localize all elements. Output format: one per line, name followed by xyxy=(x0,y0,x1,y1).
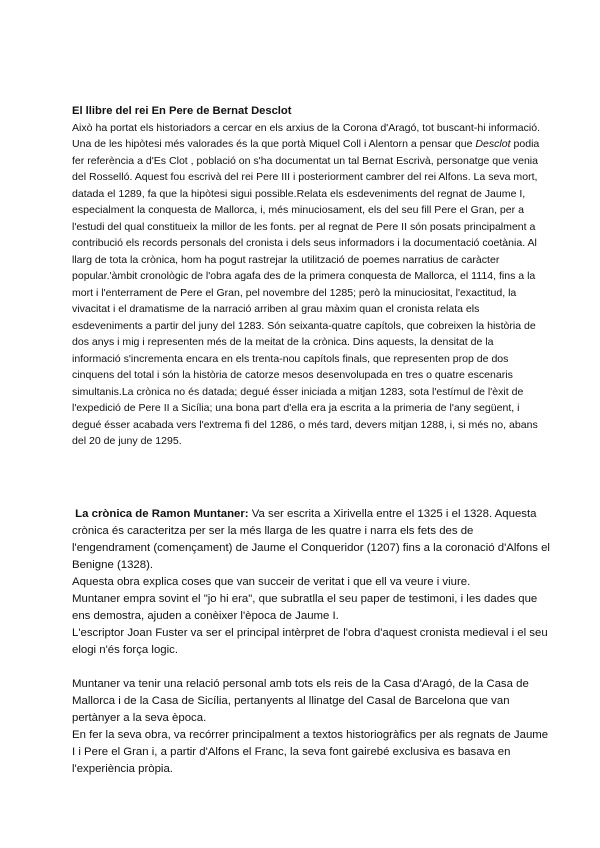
body-text: Això ha portat els historiadors a cercar en els arxius de la Corona d'Aragó, tot buscant-hi informació. Una de les hipòtesi més valorades és la que portà Miquel Coll i Alentorn a pensar que xyxy=(72,121,541,150)
section-title: El llibre del rei En Pere de Bernat Desclot xyxy=(72,105,292,117)
section-body xyxy=(72,120,542,450)
section-title: La crònica de Ramon Muntaner: xyxy=(75,508,249,520)
section-desclot xyxy=(72,103,542,450)
section-muntaner xyxy=(72,506,552,778)
paragraph-spacer xyxy=(72,659,552,676)
paragraph: L'escriptor Joan Fuster va ser el principal intèrpret de l'obra d'aquest cronista medieval i el seu elogi n'és força logic. xyxy=(72,627,548,656)
paragraph: Muntaner empra sovint el "jo hi era", que subratlla el seu paper de testimoni, i les dades que ens demostra, ajuden a conèixer l'època de Jaume I. xyxy=(72,593,538,622)
paragraph: Muntaner va tenir una relació personal amb tots els reis de la Casa d'Aragó, de la Casa de Mallorca i de la Casa de Sicília, pertanyents al llinatge del Casal de Barcelona que van pertànyer a la seva època. xyxy=(72,678,529,724)
paragraph: Aquesta obra explica coses que van succeir de veritat i que ell va veure i viure. xyxy=(72,576,471,588)
body-text: Va ser escrita a Xirivella entre el 1325 i el 1328. Aquesta crònica és caracteritza per ser la més llarga de les quatre i narra els fets des de l'engendrament (començament) de Jaume el Conqueridor (1207) fins a la coronació d'Alfons el Benigne (1328). xyxy=(72,508,550,571)
paragraph: En fer la seva obra, va recórrer principalment a textos historiogràfics per als regnats de Jaume I i Pere el Gran i, a partir d'Alfons el Franc, la seva font gairebé exclusiva es basava en l'experiència pròpia. xyxy=(72,729,549,775)
body-text: podia fer referència a d'Es Clot , població on s'ha documentat un tal Bernat Escrivà, personatge que venia del Rosselló. Aquest fou escrivà del rei Pere III i posteriorment cambrer del rei Alfons. La seva mort, datada el 1289, fa que la hipòtesi sigui possible.Relata els esdeveniments del regnat de Jaume I, especialment la conquesta de Mallorca, i, més minuciosament, els del seu fill Pere el Gran, per a l'estudi del qual constitueix la millor de les fonts. per al regnat de Pere II són posats principalment a contribució els records personals del cronista i dels seus informadors i la documentació coetània. Al llarg de tota la crònica, hom ha pogut rastrejar la utilització de poemes narratius de caràcter popular.'àmbit cronològic de l'obra agafa des de la primera conquesta de Mallorca, el 1114, fins a la mort i l'enterrament de Pere el Gran, pel novembre del 1285; però la minuciositat, l'exactitud, la vivacitat i el dramatisme de la narració arriben al grau màxim quan el cronista relata els esdeveniments a partir del juny del 1283. Són seixanta-quatre capítols, que cobreixen la història de dos anys i mig i representen més de la meitat de la crònica. Dins aquests, la densitat de la informació s'incrementa encara en els trenta-nou capítols finals, que representen prop de dos cinquens del total i són la història de catorze mesos desenvolupada en tres o quatre escenaris simultanis.La crònica no és datada; degué ésser iniciada a mitjan 1283, sota l'estímul de l'èxit de l'expedició de Pere II a Sicília; una bona part d'ella era ja escrita a la primeria de l'any següent, i degué ésser acabada vers l'extrema fi del 1286, o més tard, devers mitjan 1288, i, si més no, abans del 20 de juny de 1295. xyxy=(72,138,540,447)
section-intro xyxy=(72,506,552,574)
italic-term: Desclot xyxy=(475,138,511,150)
